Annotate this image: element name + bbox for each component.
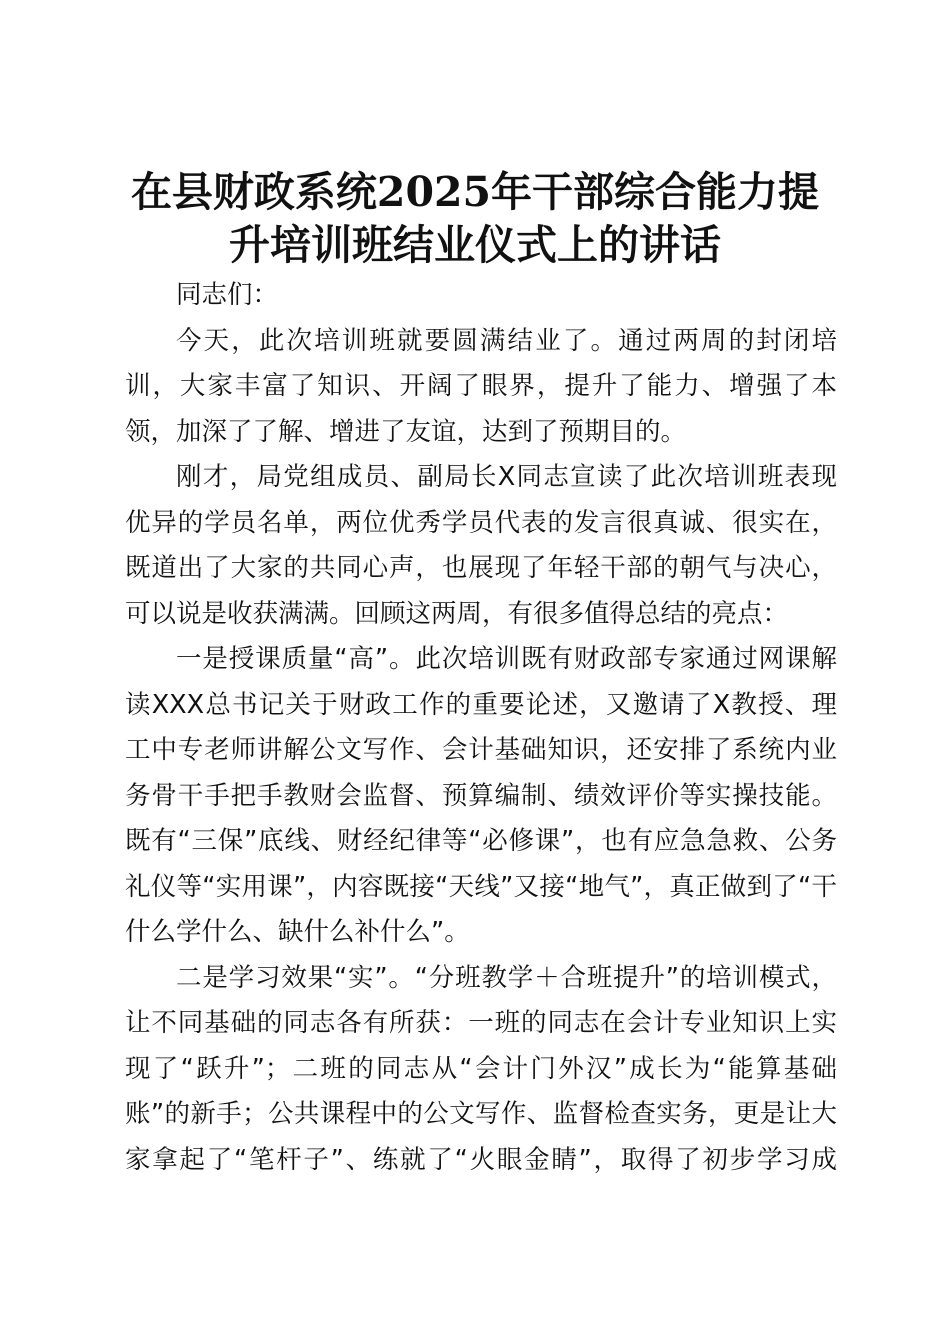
paragraph-salutation (125, 273, 837, 319)
text-line: 读XXX总书记关于财政工作的重要论述，又邀请了X教授、理 (125, 689, 837, 720)
text-line: 二是学习效果“实”。“分班教学＋合班提升”的培训模式， (176, 962, 837, 993)
text-line: 务骨干手把手教财会监督、预算编制、绩效评价等实操技能。 (125, 780, 837, 811)
text-line: 训，大家丰富了知识、开阔了眼界，提升了能力、增强了本 (125, 371, 837, 401)
text-line: 让不同基础的同志各有所获：一班的同志在会计专业知识上实 (125, 1008, 837, 1038)
text-line: 什么学什么、缺什么补什么”。 (125, 917, 470, 947)
text-line: 同志们： (176, 280, 279, 310)
text-line: 可以说是收获满满。回顾这两周，有很多值得总结的亮点： (125, 598, 789, 629)
paragraph-highlight-two (125, 956, 837, 1184)
title-line-1: 在县财政系统2025年干部综合能力提 (130, 168, 820, 216)
speech-title (120, 166, 830, 272)
text-line: 礼仪等“实用课”，内容既接“天线”又接“地气”，真正做到了“干 (125, 871, 837, 902)
text-line: 优异的学员名单，两位优秀学员代表的发言很真诚、很实在， (125, 507, 837, 538)
text-line: 既道出了大家的共同心声，也展现了年轻干部的朝气与决心， (125, 553, 837, 583)
text-line: 领，加深了了解、增进了友谊，达到了预期目的。 (125, 416, 687, 447)
speech-body (125, 273, 837, 1183)
title-line-2: 升培训班结业仪式上的讲话 (229, 221, 721, 269)
text-line: 今天，此次培训班就要圆满结业了。通过两周的封闭培 (176, 325, 837, 356)
paragraph-opening (125, 319, 837, 456)
text-line: 账”的新手；公共课程中的公文写作、监督检查实务，更是让大 (125, 1099, 837, 1129)
text-line: 既有“三保”底线、财经纪律等“必修课”，也有应急急救、公务 (125, 826, 837, 856)
text-line: 现了“跃升”；二班的同志从“会计门外汉”成长为“能算基础 (125, 1053, 837, 1084)
text-line: 工中专老师讲解公文写作、会计基础知识，还安排了系统内业 (125, 735, 837, 765)
paragraph-highlight-one (125, 637, 837, 956)
text-line: 一是授课质量“高”。此次培训既有财政部专家通过网课解 (176, 644, 837, 674)
text-line: 家拿起了“笔杆子”、练就了“火眼金睛”，取得了初步学习成 (125, 1144, 837, 1175)
paragraph-review (125, 455, 837, 637)
text-line: 刚才，局党组成员、副局长X同志宣读了此次培训班表现 (176, 462, 837, 492)
